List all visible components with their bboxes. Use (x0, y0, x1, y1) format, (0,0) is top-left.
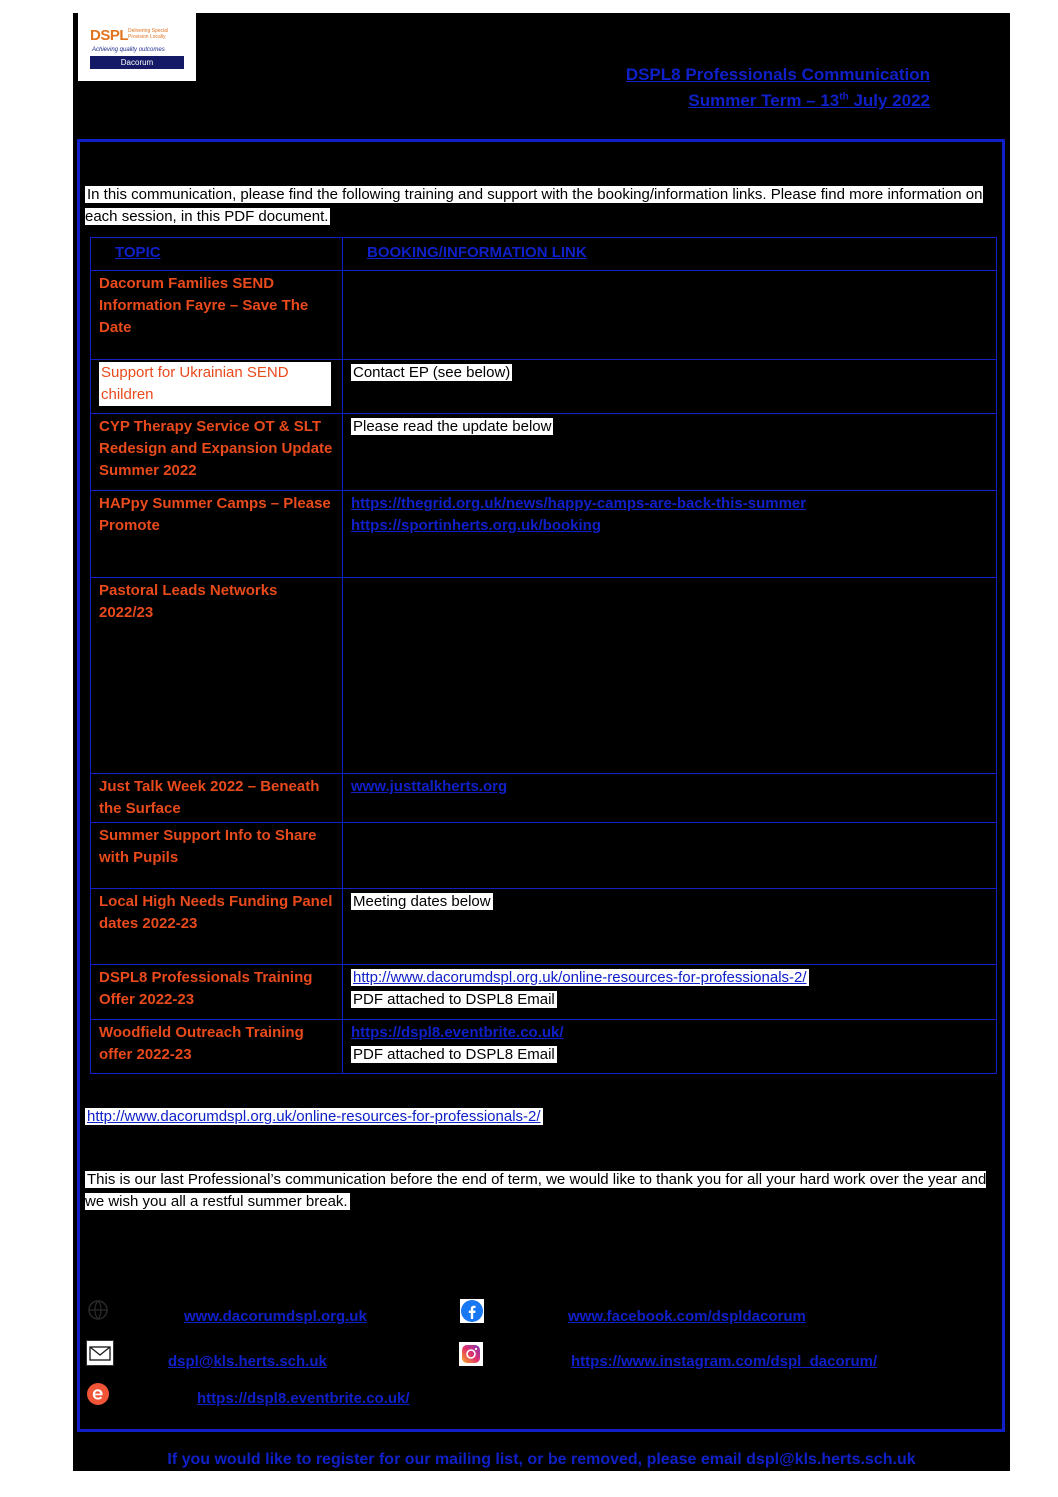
topic-label: Local High Needs Funding Panel dates 2022-23 (99, 893, 333, 932)
table-row (91, 1020, 997, 1074)
table-header-row (91, 238, 997, 271)
info-text: Meeting dates below (353, 893, 491, 910)
topic-label: HAPpy Summer Camps – Please Promote (99, 495, 331, 534)
topic-label: DSPL8 Professionals Training Offer 2022-23 (99, 969, 313, 1008)
title-line-2: Summer Term – 13th July 2022 (688, 91, 930, 110)
info-text: Contact EP (see below) (353, 364, 511, 381)
topic-label: Just Talk Week 2022 – Beneath the Surface (99, 778, 320, 817)
title-line-1: DSPL8 Professionals Communication (625, 65, 930, 84)
booking-link[interactable]: www.justtalkherts.org (351, 778, 508, 795)
topic-label: Dacorum Families SEND Information Fayre – Save The Date (99, 275, 309, 336)
topic-label: CYP Therapy Service OT & SLT Redesign and Expansion Update Summer 2022 (99, 418, 333, 479)
dspl-logo (78, 13, 196, 81)
booking-link[interactable]: https://dspl8.eventbrite.co.uk/ (351, 1024, 564, 1041)
instagram-icon (459, 1342, 483, 1366)
table-row (91, 271, 997, 360)
logo-area: Dacorum (90, 56, 184, 69)
header-link: BOOKING/INFORMATION LINK (343, 238, 997, 271)
email-icon (86, 1340, 114, 1366)
eventbrite-icon (86, 1382, 110, 1406)
facebook-icon (460, 1299, 484, 1323)
table-row (91, 774, 997, 823)
logo-tagline: Delivering Special Provision Locally (128, 28, 169, 40)
intro-paragraph: In this communication, please find the following training and support with the booking/information links. Please find more information on each session, in this PDF document. (85, 186, 983, 225)
globe-icon (86, 1298, 110, 1322)
topic-label: Pastoral Leads Networks 2022/23 (99, 582, 278, 621)
table-row (91, 414, 997, 491)
table-row (91, 889, 997, 965)
topics-table (90, 237, 997, 1074)
table-row (91, 965, 997, 1020)
booking-link[interactable]: https://thegrid.org.uk/news/happy-camps-are-back-this-summer (351, 495, 807, 512)
info-text: Please read the update below (353, 418, 552, 435)
table-row (91, 578, 997, 774)
info-text: PDF attached to DSPL8 Email (353, 1046, 555, 1063)
page-title (626, 62, 930, 114)
topic-label: Support for Ukrainian SEND children (99, 362, 331, 406)
facebook-link[interactable]: www.facebook.com/dspldacorum (568, 1308, 806, 1325)
table-row (91, 360, 997, 414)
website-link[interactable]: www.dacorumdspl.org.uk (184, 1308, 367, 1325)
logo-subline: Achieving quality outcomes (92, 47, 165, 53)
topic-label: Summer Support Info to Share with Pupils (99, 827, 317, 866)
booking-link[interactable]: http://www.dacorumdspl.org.uk/online-resources-for-professionals-2/ (353, 969, 807, 986)
logo-wordmark: DSPL (90, 27, 129, 44)
table-row (91, 491, 997, 578)
instagram-link[interactable]: https://www.instagram.com/dspl_dacorum/ (571, 1353, 878, 1370)
topic-label: Woodfield Outreach Training offer 2022-23 (99, 1024, 304, 1063)
mailing-list-footer: If you would like to register for our mailing list, or be removed, please email dspl@kls.herts.sch.uk (167, 1451, 916, 1468)
booking-link[interactable]: https://sportinherts.org.uk/booking (351, 517, 601, 534)
resources-link[interactable]: http://www.dacorumdspl.org.uk/online-resources-for-professionals-2/ (87, 1108, 541, 1125)
resources-paragraph (85, 1106, 997, 1128)
info-text: PDF attached to DSPL8 Email (353, 991, 555, 1008)
email-link[interactable]: dspl@kls.herts.sch.uk (168, 1353, 327, 1370)
table-row (91, 823, 997, 889)
eventbrite-link[interactable]: https://dspl8.eventbrite.co.uk/ (197, 1390, 410, 1407)
closing-paragraph: This is our last Professional’s communication before the end of term, we would like to thank you for all your hard work over the year and we wish you all a restful summer break. (85, 1171, 987, 1210)
header-topic: TOPIC (91, 238, 343, 271)
